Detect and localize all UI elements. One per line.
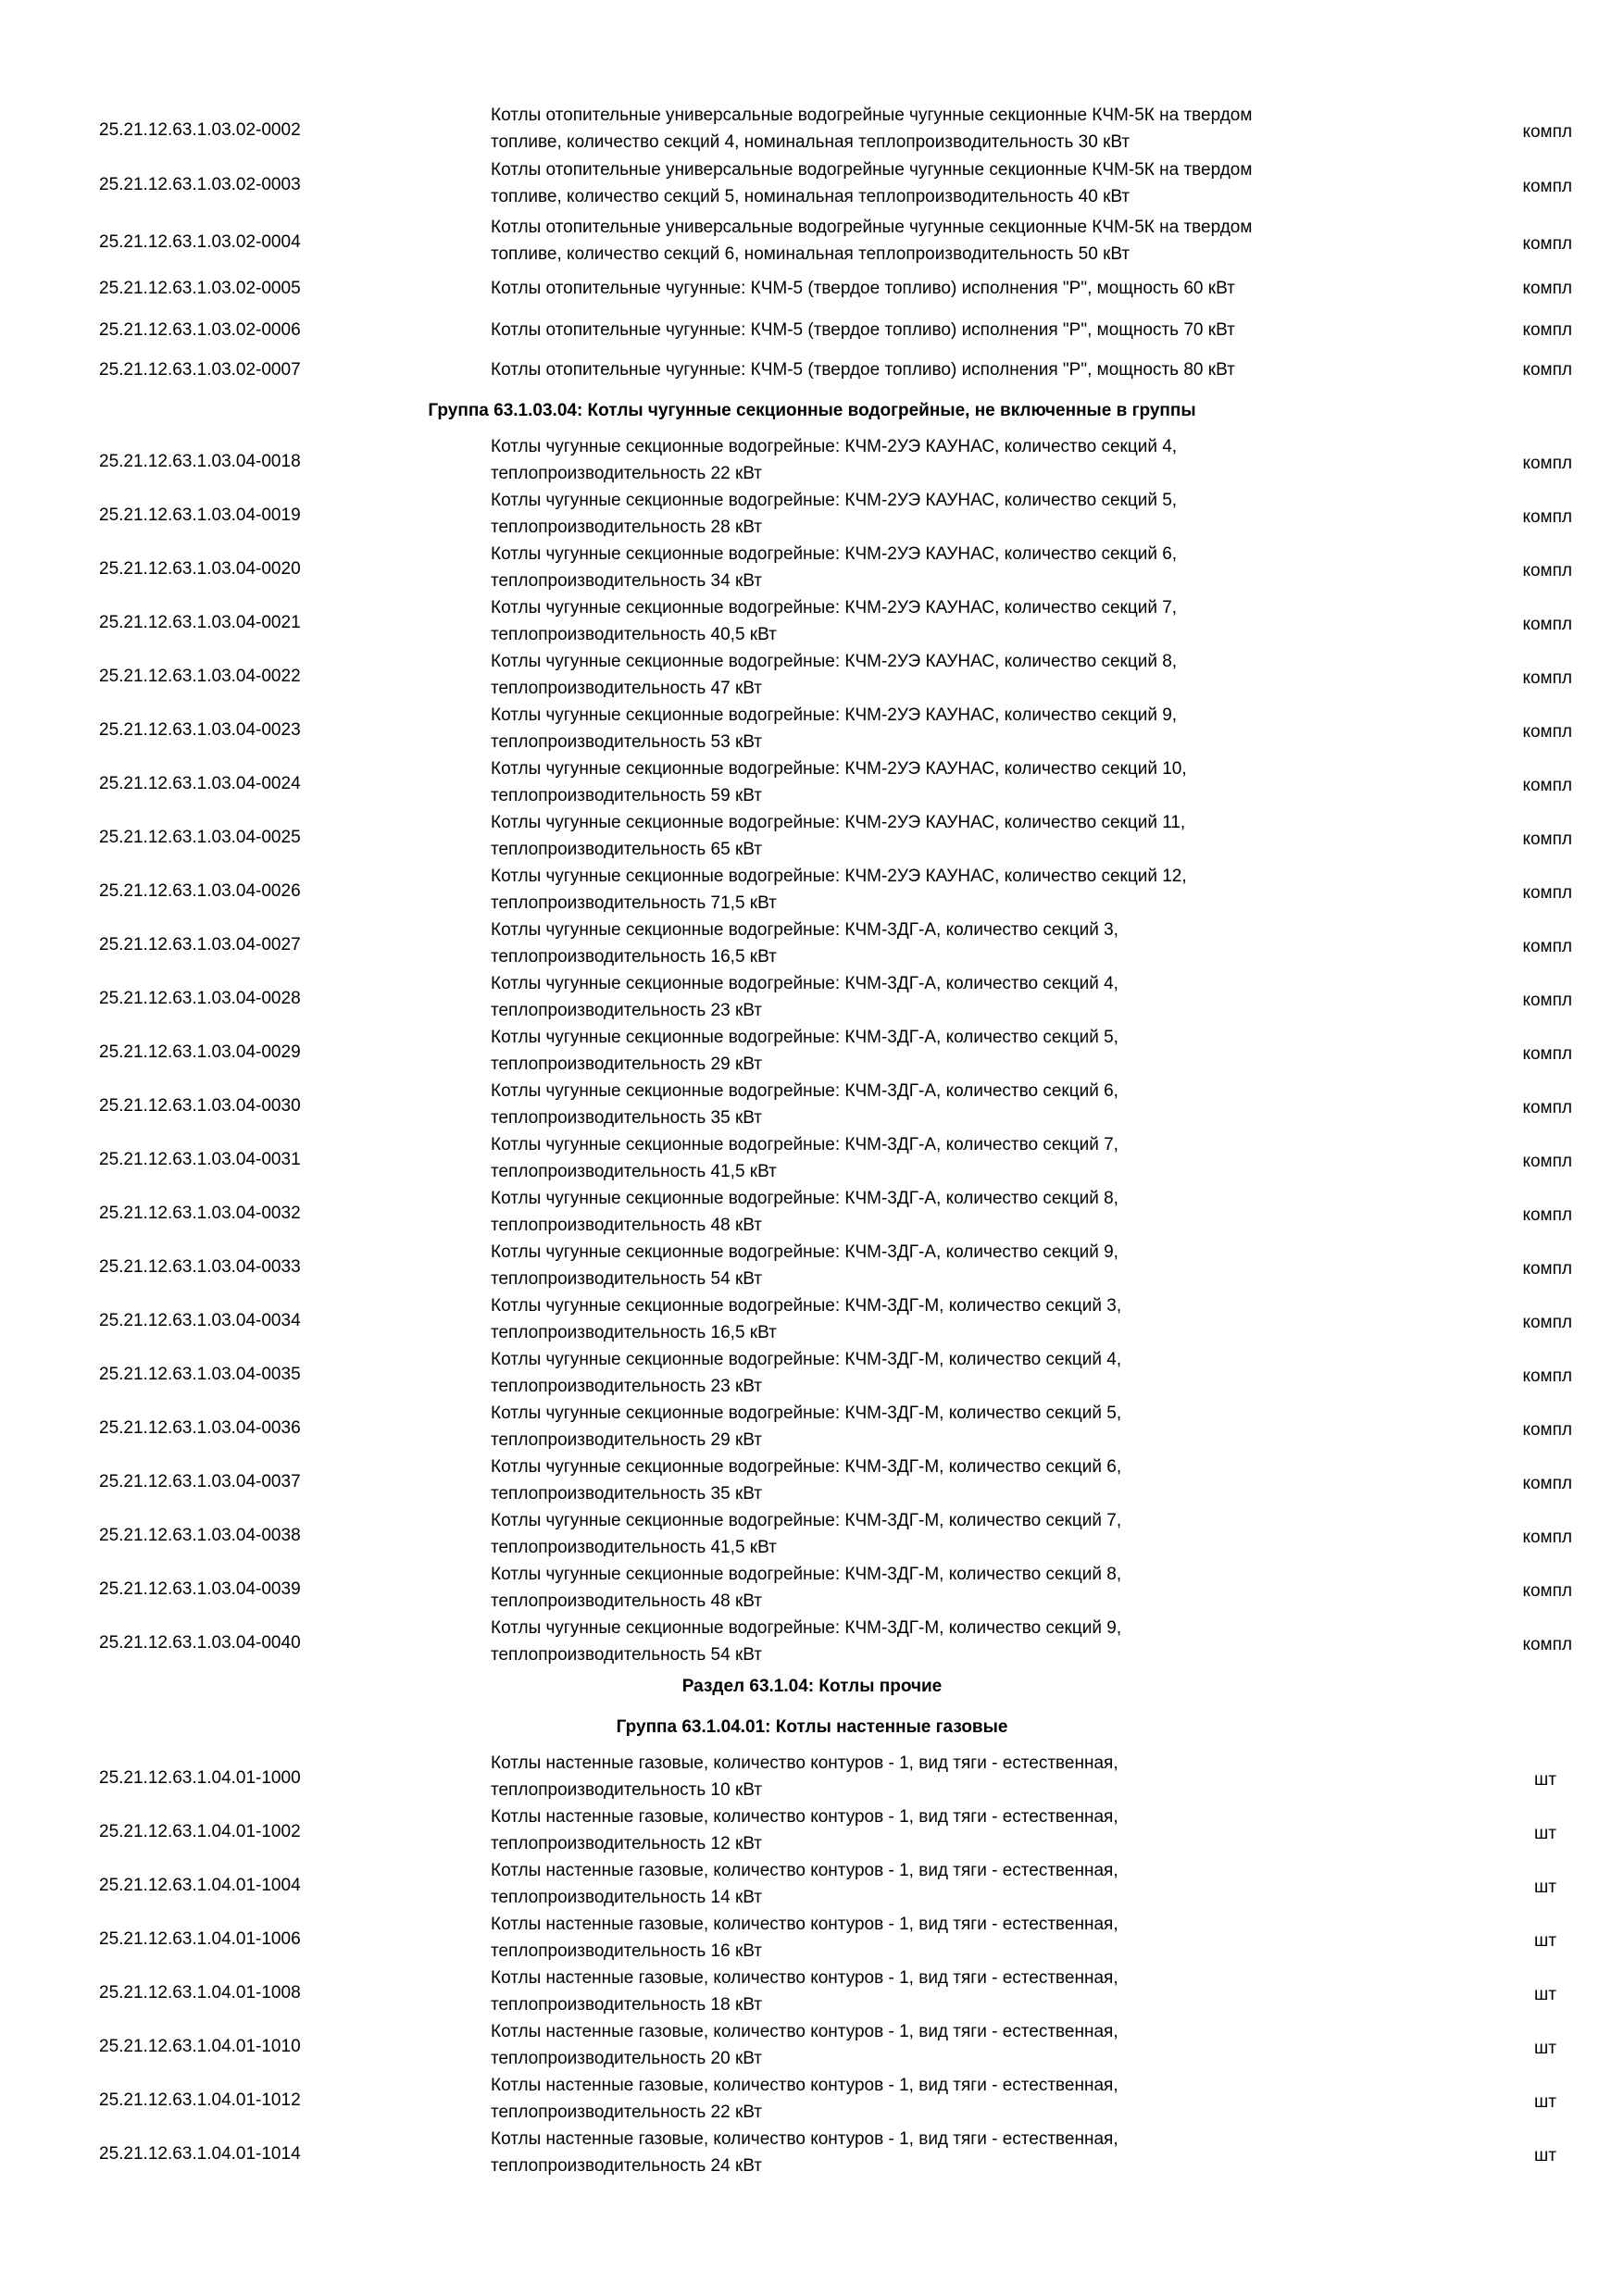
group-heading: Группа 63.1.04.01: Котлы настенные газовые: [616, 1717, 1008, 1737]
resource-code: 25.21.12.63.1.03.02-0004: [99, 231, 301, 252]
resource-description: [491, 971, 1417, 1024]
description-line: теплопроизводительность 22 кВт: [491, 463, 763, 483]
description-line: теплопроизводительность 12 кВт: [491, 1833, 763, 1853]
resource-description: [491, 1804, 1417, 1857]
unit-of-measure: компл: [1522, 176, 1572, 196]
description-line: Котлы чугунные секционные водогрейные: КЧМ-2УЭ КАУНАС, количество секций 12,: [491, 867, 1187, 886]
unit-of-measure: компл: [1522, 453, 1572, 473]
description-line: Котлы настенные газовые, количество контуров - 1, вид тяги - естественная,: [491, 1807, 1118, 1827]
description-line: теплопроизводительность 48 кВт: [491, 1215, 763, 1235]
description-line: теплопроизводительность 29 кВт: [491, 1054, 763, 1074]
unit-of-measure: шт: [1534, 1930, 1556, 1951]
description-line: Котлы отопительные чугунные: КЧМ-5 (твердое топливо) исполнения "Р", мощность 60 кВт: [491, 279, 1235, 298]
resource-description: [491, 1132, 1417, 1185]
description-line: Котлы чугунные секционные водогрейные: КЧМ-2УЭ КАУНАС, количество секций 10,: [491, 759, 1187, 779]
description-line: теплопроизводительность 65 кВт: [491, 839, 763, 859]
resource-code: 25.21.12.63.1.03.04-0032: [99, 1203, 301, 1223]
description-line: Котлы чугунные секционные водогрейные: КЧМ-3ДГ-М, количество секций 6,: [491, 1457, 1122, 1477]
unit-of-measure: компл: [1522, 360, 1572, 380]
description-line: Котлы настенные газовые, количество контуров - 1, вид тяги - естественная,: [491, 1968, 1118, 1988]
resource-description: [491, 1965, 1417, 2018]
description-line: теплопроизводительность 34 кВт: [491, 570, 763, 591]
resource-description: [491, 318, 1417, 344]
resource-code: 25.21.12.63.1.03.04-0040: [99, 1632, 301, 1653]
description-line: Котлы чугунные секционные водогрейные: КЧМ-3ДГ-М, количество секций 8,: [491, 1565, 1122, 1584]
description-line: Котлы чугунные секционные водогрейные: КЧМ-2УЭ КАУНАС, количество секций 4,: [491, 437, 1178, 456]
description-line: теплопроизводительность 14 кВт: [491, 1887, 763, 1907]
description-line: теплопроизводительность 47 кВт: [491, 678, 763, 698]
unit-of-measure: компл: [1522, 882, 1572, 903]
resource-code: 25.21.12.63.1.04.01-1002: [99, 1821, 301, 1841]
unit-of-measure: компл: [1522, 1580, 1572, 1601]
description-line: Котлы отопительные чугунные: КЧМ-5 (твердое топливо) исполнения "Р", мощность 70 кВт: [491, 320, 1235, 340]
unit-of-measure: шт: [1534, 1823, 1556, 1843]
resource-code: 25.21.12.63.1.04.01-1006: [99, 1928, 301, 1949]
description-line: теплопроизводительность 16,5 кВт: [491, 946, 777, 967]
resource-code: 25.21.12.63.1.03.04-0028: [99, 988, 301, 1008]
description-line: Котлы настенные газовые, количество контуров - 1, вид тяги - естественная,: [491, 2076, 1118, 2095]
description-line: Котлы чугунные секционные водогрейные: КЧМ-3ДГ-М, количество секций 3,: [491, 1296, 1122, 1316]
description-line: теплопроизводительность 28 кВт: [491, 517, 763, 537]
description-line: теплопроизводительность 59 кВт: [491, 785, 763, 805]
unit-of-measure: шт: [1534, 1984, 1556, 2004]
description-line: топливе, количество секций 4, номинальная теплопроизводительность 30 кВт: [491, 131, 1131, 152]
resource-code: 25.21.12.63.1.04.01-1014: [99, 2143, 301, 2164]
resource-code: 25.21.12.63.1.03.04-0029: [99, 1042, 301, 1062]
resource-code: 25.21.12.63.1.03.04-0034: [99, 1310, 301, 1330]
resource-description: [491, 1240, 1417, 1292]
description-line: Котлы чугунные секционные водогрейные: КЧМ-3ДГ-М, количество секций 5,: [491, 1404, 1122, 1423]
resource-description: [491, 215, 1417, 268]
resource-description: [491, 1912, 1417, 1965]
resource-description: [491, 1562, 1417, 1615]
description-line: теплопроизводительность 23 кВт: [491, 1000, 763, 1020]
resource-description: [491, 649, 1417, 702]
unit-of-measure: компл: [1522, 1527, 1572, 1547]
description-line: теплопроизводительность 35 кВт: [491, 1107, 763, 1128]
unit-of-measure: компл: [1522, 320, 1572, 340]
unit-of-measure: компл: [1522, 1473, 1572, 1493]
description-line: теплопроизводительность 35 кВт: [491, 1483, 763, 1504]
description-line: теплопроизводительность 41,5 кВт: [491, 1537, 777, 1557]
unit-of-measure: компл: [1522, 775, 1572, 795]
description-line: Котлы чугунные секционные водогрейные: КЧМ-3ДГ-А, количество секций 7,: [491, 1135, 1118, 1154]
unit-of-measure: компл: [1522, 936, 1572, 956]
resource-code: 25.21.12.63.1.04.01-1008: [99, 1982, 301, 2003]
resource-description: [491, 595, 1417, 648]
description-line: топливе, количество секций 5, номинальная теплопроизводительность 40 кВт: [491, 186, 1131, 206]
description-line: теплопроизводительность 54 кВт: [491, 1268, 763, 1289]
resource-description: [491, 2127, 1417, 2179]
description-line: Котлы чугунные секционные водогрейные: КЧМ-3ДГ-М, количество секций 7,: [491, 1511, 1122, 1530]
unit-of-measure: компл: [1522, 1634, 1572, 1654]
description-line: Котлы чугунные секционные водогрейные: КЧМ-2УЭ КАУНАС, количество секций 5,: [491, 491, 1178, 510]
description-line: Котлы чугунные секционные водогрейные: КЧМ-2УЭ КАУНАС, количество секций 11,: [491, 813, 1186, 832]
resource-description: [491, 1186, 1417, 1239]
description-line: Котлы настенные газовые, количество контуров - 1, вид тяги - естественная,: [491, 2022, 1118, 2041]
description-line: Котлы чугунные секционные водогрейные: КЧМ-3ДГ-А, количество секций 3,: [491, 920, 1118, 940]
resource-description: [491, 864, 1417, 917]
description-line: Котлы чугунные секционные водогрейные: КЧМ-2УЭ КАУНАС, количество секций 6,: [491, 544, 1178, 564]
resource-code: 25.21.12.63.1.03.04-0037: [99, 1471, 301, 1491]
unit-of-measure: компл: [1522, 506, 1572, 527]
resource-code: 25.21.12.63.1.03.02-0005: [99, 279, 301, 298]
description-line: Котлы настенные газовые, количество контуров - 1, вид тяги - естественная,: [491, 1753, 1118, 1773]
description-line: теплопроизводительность 18 кВт: [491, 1994, 763, 2015]
unit-of-measure: компл: [1522, 1043, 1572, 1064]
resource-code: 25.21.12.63.1.03.04-0025: [99, 827, 301, 847]
resource-description: [491, 1751, 1417, 1803]
unit-of-measure: шт: [1534, 1769, 1556, 1790]
resource-code: 25.21.12.63.1.03.04-0021: [99, 612, 301, 632]
resource-description: [491, 1025, 1417, 1078]
resource-description: [491, 2073, 1417, 2126]
unit-of-measure: шт: [1534, 2091, 1556, 2112]
resource-code: 25.21.12.63.1.03.04-0035: [99, 1364, 301, 1384]
description-line: теплопроизводительность 48 кВт: [491, 1591, 763, 1611]
resource-description: [491, 1293, 1417, 1346]
description-line: теплопроизводительность 16 кВт: [491, 1940, 763, 1961]
description-line: теплопроизводительность 20 кВт: [491, 2048, 763, 2068]
description-line: Котлы чугунные секционные водогрейные: КЧМ-2УЭ КАУНАС, количество секций 9,: [491, 705, 1178, 725]
description-line: Котлы отопительные универсальные водогрейные чугунные секционные КЧМ-5К на твердом: [491, 160, 1253, 180]
resource-code: 25.21.12.63.1.03.04-0024: [99, 773, 301, 793]
resource-description: [491, 703, 1417, 755]
description-line: теплопроизводительность 23 кВт: [491, 1376, 763, 1396]
resource-description: [491, 1508, 1417, 1561]
unit-of-measure: шт: [1534, 2038, 1556, 2058]
unit-of-measure: компл: [1522, 614, 1572, 634]
resource-description: [491, 917, 1417, 970]
resource-description: [491, 1079, 1417, 1131]
resource-code: 25.21.12.63.1.03.04-0019: [99, 505, 301, 525]
resource-code: 25.21.12.63.1.04.01-1012: [99, 2090, 301, 2110]
resource-description: [491, 157, 1417, 210]
resource-code: 25.21.12.63.1.03.04-0031: [99, 1149, 301, 1169]
group-heading: Группа 63.1.03.04: Котлы чугунные секционные водогрейные, не включенные в группы: [428, 401, 1196, 420]
resource-code: 25.21.12.63.1.03.04-0036: [99, 1417, 301, 1438]
resource-code: 25.21.12.63.1.04.01-1000: [99, 1767, 301, 1788]
description-line: Котлы настенные газовые, количество контуров - 1, вид тяги - естественная,: [491, 1861, 1118, 1880]
resource-description: [491, 488, 1417, 541]
resource-description: [491, 434, 1417, 487]
description-line: Котлы отопительные универсальные водогрейные чугунные секционные КЧМ-5К на твердом: [491, 106, 1253, 125]
unit-of-measure: компл: [1522, 668, 1572, 688]
description-line: Котлы чугунные секционные водогрейные: КЧМ-3ДГ-А, количество секций 6,: [491, 1081, 1118, 1101]
description-line: теплопроизводительность 53 кВт: [491, 731, 763, 752]
unit-of-measure: компл: [1522, 1312, 1572, 1332]
unit-of-measure: компл: [1522, 560, 1572, 580]
description-line: Котлы чугунные секционные водогрейные: КЧМ-3ДГ-А, количество секций 8,: [491, 1189, 1118, 1208]
resource-code: 25.21.12.63.1.03.02-0007: [99, 360, 301, 380]
resource-code: 25.21.12.63.1.03.02-0003: [99, 174, 301, 194]
resource-description: [491, 1454, 1417, 1507]
unit-of-measure: компл: [1522, 829, 1572, 849]
resource-code: 25.21.12.63.1.04.01-1010: [99, 2036, 301, 2056]
resource-code: 25.21.12.63.1.03.04-0038: [99, 1525, 301, 1545]
resource-code: 25.21.12.63.1.03.04-0030: [99, 1095, 301, 1116]
resource-code: 25.21.12.63.1.03.04-0022: [99, 666, 301, 686]
resource-description: [491, 357, 1417, 384]
description-line: теплопроизводительность 41,5 кВт: [491, 1161, 777, 1181]
description-line: теплопроизводительность 22 кВт: [491, 2102, 763, 2122]
resource-code: 25.21.12.63.1.03.02-0006: [99, 320, 301, 340]
resource-description: [491, 1616, 1417, 1668]
resource-description: [491, 542, 1417, 594]
unit-of-measure: компл: [1522, 1204, 1572, 1225]
resource-description: [491, 1401, 1417, 1454]
description-line: теплопроизводительность 54 кВт: [491, 1644, 763, 1665]
resource-description: [491, 2019, 1417, 2072]
description-line: Котлы чугунные секционные водогрейные: КЧМ-3ДГ-М, количество секций 9,: [491, 1618, 1122, 1638]
description-line: теплопроизводительность 29 кВт: [491, 1429, 763, 1450]
unit-of-measure: компл: [1522, 1419, 1572, 1440]
unit-of-measure: компл: [1522, 279, 1572, 298]
unit-of-measure: компл: [1522, 721, 1572, 742]
description-line: Котлы чугунные секционные водогрейные: КЧМ-3ДГ-М, количество секций 4,: [491, 1350, 1122, 1369]
unit-of-measure: компл: [1522, 233, 1572, 254]
unit-of-measure: компл: [1522, 1151, 1572, 1171]
resource-code: 25.21.12.63.1.03.04-0023: [99, 719, 301, 740]
unit-of-measure: компл: [1522, 990, 1572, 1010]
unit-of-measure: компл: [1522, 1097, 1572, 1117]
description-line: теплопроизводительность 10 кВт: [491, 1779, 763, 1800]
resource-description: [491, 103, 1417, 156]
resource-code: 25.21.12.63.1.03.04-0039: [99, 1578, 301, 1599]
resource-code: 25.21.12.63.1.03.04-0020: [99, 558, 301, 579]
resource-description: [491, 1347, 1417, 1400]
description-line: теплопроизводительность 16,5 кВт: [491, 1322, 777, 1342]
description-line: Котлы отопительные чугунные: КЧМ-5 (твердое топливо) исполнения "Р", мощность 80 кВт: [491, 360, 1235, 380]
description-line: теплопроизводительность 24 кВт: [491, 2155, 763, 2176]
resource-description: [491, 810, 1417, 863]
resource-code: 25.21.12.63.1.03.02-0002: [99, 119, 301, 140]
description-line: Котлы чугунные секционные водогрейные: КЧМ-3ДГ-А, количество секций 4,: [491, 974, 1118, 993]
group-heading: Раздел 63.1.04: Котлы прочие: [681, 1677, 943, 1696]
unit-of-measure: компл: [1522, 121, 1572, 142]
unit-of-measure: шт: [1534, 2145, 1556, 2165]
unit-of-measure: компл: [1522, 1258, 1572, 1279]
resource-code: 25.21.12.63.1.03.04-0026: [99, 880, 301, 901]
resource-description: [491, 756, 1417, 809]
description-line: теплопроизводительность 40,5 кВт: [491, 624, 777, 644]
description-line: Котлы чугунные секционные водогрейные: КЧМ-3ДГ-А, количество секций 9,: [491, 1242, 1118, 1262]
description-line: теплопроизводительность 71,5 кВт: [491, 892, 777, 913]
unit-of-measure: шт: [1534, 1877, 1556, 1897]
description-line: топливе, количество секций 6, номинальная теплопроизводительность 50 кВт: [491, 243, 1131, 264]
resource-code: 25.21.12.63.1.04.01-1004: [99, 1875, 301, 1895]
resource-code: 25.21.12.63.1.03.04-0033: [99, 1256, 301, 1277]
resource-code: 25.21.12.63.1.03.04-0027: [99, 934, 301, 955]
description-line: Котлы чугунные секционные водогрейные: КЧМ-2УЭ КАУНАС, количество секций 7,: [491, 598, 1178, 618]
resource-description: [491, 276, 1417, 303]
description-line: Котлы чугунные секционные водогрейные: КЧМ-3ДГ-А, количество секций 5,: [491, 1028, 1118, 1047]
description-line: Котлы настенные газовые, количество контуров - 1, вид тяги - естественная,: [491, 1915, 1118, 1934]
description-line: Котлы настенные газовые, количество контуров - 1, вид тяги - естественная,: [491, 2129, 1118, 2149]
description-line: Котлы чугунные секционные водогрейные: КЧМ-2УЭ КАУНАС, количество секций 8,: [491, 652, 1178, 671]
unit-of-measure: компл: [1522, 1366, 1572, 1386]
description-line: Котлы отопительные универсальные водогрейные чугунные секционные КЧМ-5К на твердом: [491, 218, 1253, 237]
resource-description: [491, 1858, 1417, 1911]
resource-code: 25.21.12.63.1.03.04-0018: [99, 451, 301, 471]
